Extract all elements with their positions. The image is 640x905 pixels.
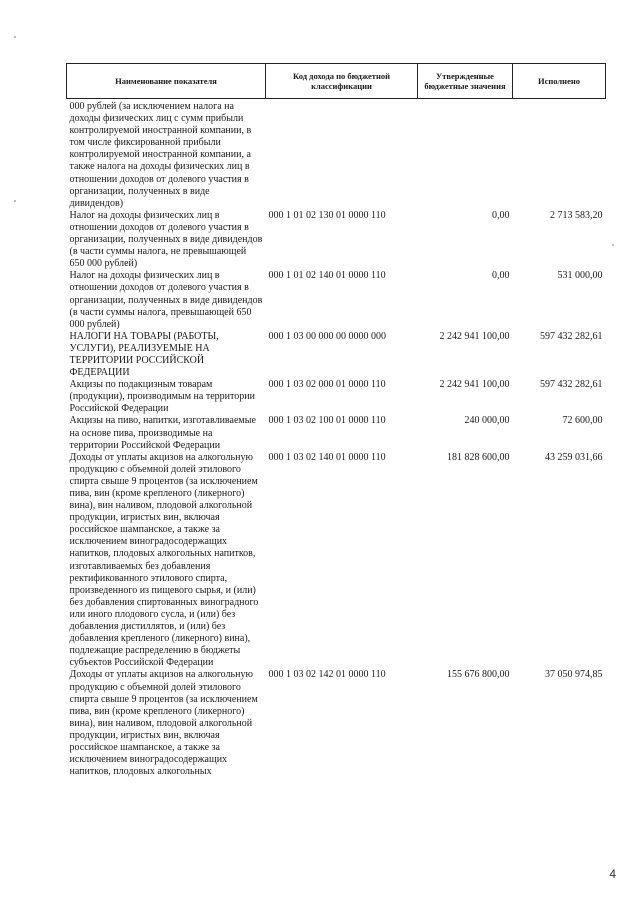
row-approved: 240 000,00: [464, 415, 510, 427]
row-executed: 597 432 282,61: [540, 379, 603, 391]
row-name: Доходы от уплаты акцизов на алкогольную продукцию с объемной долей этилового спирта свыше 9 процентов (за исключением пива, вин (кроме крепленого (ликерного) вина), вин наливом, плодовой алкогольной продукции, игристых вин, включая российское шампанское, а также за исключением виноградосодержащих напитков, плодовых алкогольных: [69, 669, 258, 778]
header-approved: Утвержденные бюджетные значения: [418, 64, 513, 99]
row-approved: [418, 99, 513, 210]
row-code: 000 1 01 02 140 01 0000 110: [268, 270, 386, 282]
table-row: [67, 379, 606, 415]
row-name: Доходы от уплаты акцизов на алкогольную продукцию с объемной долей этилового спирта свыше 9 процентов (за исключением пива, вин (кроме крепленого (ликерного) вина), вин наливом, плодовой алкогольной продукции, игристых вин, включая российское шампанское, а также за исключением виноградосодержащих напитков, плодовых алкогольных напитков, изготавливаемых без добавления ректификованного этилового спирта, произведенного из пищевого сырья, и (или) без добавления спиртованных виноградного или иного плодового сусла, и (или) без добавления дистиллятов, и (или) без добавления крепленого (ликерного) вина), подлежащие распределению в бюджеты субъектов Российской Федерации: [69, 451, 259, 669]
row-executed: 2 713 583,20: [550, 209, 603, 221]
row-code: 000 1 03 02 000 01 0000 110: [268, 379, 386, 391]
table-row: [67, 210, 606, 270]
header-code: Код дохода по бюджетной классификации: [266, 64, 418, 99]
row-executed: 597 432 282,61: [540, 330, 603, 342]
header-executed: Исполнено: [513, 64, 606, 99]
scan-speck: [14, 200, 16, 202]
row-code: 000 1 03 02 140 01 0000 110: [268, 451, 386, 463]
row-name: Налог на доходы физических лиц в отношении доходов от долевого участия в организации, полученных в виде дивидендов (в части суммы налога, не превышающей 650 000 рублей): [69, 209, 263, 270]
header-name: Наименование показателя: [67, 64, 266, 99]
table-row: [67, 99, 606, 210]
table-row: [67, 270, 606, 330]
row-approved: 0,00: [492, 270, 510, 282]
row-code: [266, 99, 418, 210]
row-approved: 2 242 941 100,00: [439, 379, 510, 391]
row-name: НАЛОГИ НА ТОВАРЫ (РАБОТЫ, УСЛУГИ), РЕАЛИЗУЕМЫЕ НА ТЕРРИТОРИИ РОССИЙСКОЙ ФЕДЕРАЦИИ: [69, 330, 219, 379]
row-executed: 72 600,00: [562, 415, 603, 427]
row-approved: 2 242 941 100,00: [439, 330, 510, 342]
row-name: Акцизы по подакцизным товарам (продукции), производимым на территории Российской Федерации: [69, 379, 255, 415]
table-row: [67, 452, 606, 670]
row-code: 000 1 03 00 000 00 0000 000: [268, 330, 386, 342]
row-executed: 37 050 974,85: [545, 669, 603, 681]
row-name: 000 рублей (за исключением налога на доходы физических лиц с сумм прибыли контролируемой иностранной компании, в том числе фиксированной прибыли контролируемой иностранной компании, а также налога на доходы физических лиц в отношении доходов от долевого участия в организации, полученных в виде дивидендов): [69, 101, 252, 209]
row-executed: [513, 99, 606, 210]
table-header-row: [67, 64, 606, 99]
table-row: [67, 415, 606, 451]
scan-speck: [612, 244, 614, 246]
page-number: 4: [609, 867, 616, 881]
row-approved: 181 828 600,00: [447, 451, 510, 463]
row-name: Налог на доходы физических лиц в отношении доходов от долевого участия в организации, полученных в виде дивидендов (в части суммы налога, превышающей 650 000 рублей): [69, 270, 263, 330]
row-executed: 531 000,00: [557, 270, 603, 282]
table-row: [67, 669, 606, 778]
row-code: 000 1 03 02 100 01 0000 110: [268, 415, 386, 427]
row-approved: 0,00: [492, 209, 510, 221]
row-executed: 43 259 031,66: [545, 451, 603, 463]
row-approved: 155 676 800,00: [447, 669, 510, 681]
scan-speck: [14, 36, 16, 38]
budget-execution-table: [66, 63, 606, 778]
row-code: 000 1 01 02 130 01 0000 110: [268, 209, 386, 221]
table-row: [67, 331, 606, 379]
row-name: Акцизы на пиво, напитки, изготавливаемые на основе пива, производимые на территории Российской Федерации: [69, 415, 256, 451]
row-code: 000 1 03 02 142 01 0000 110: [268, 669, 386, 681]
